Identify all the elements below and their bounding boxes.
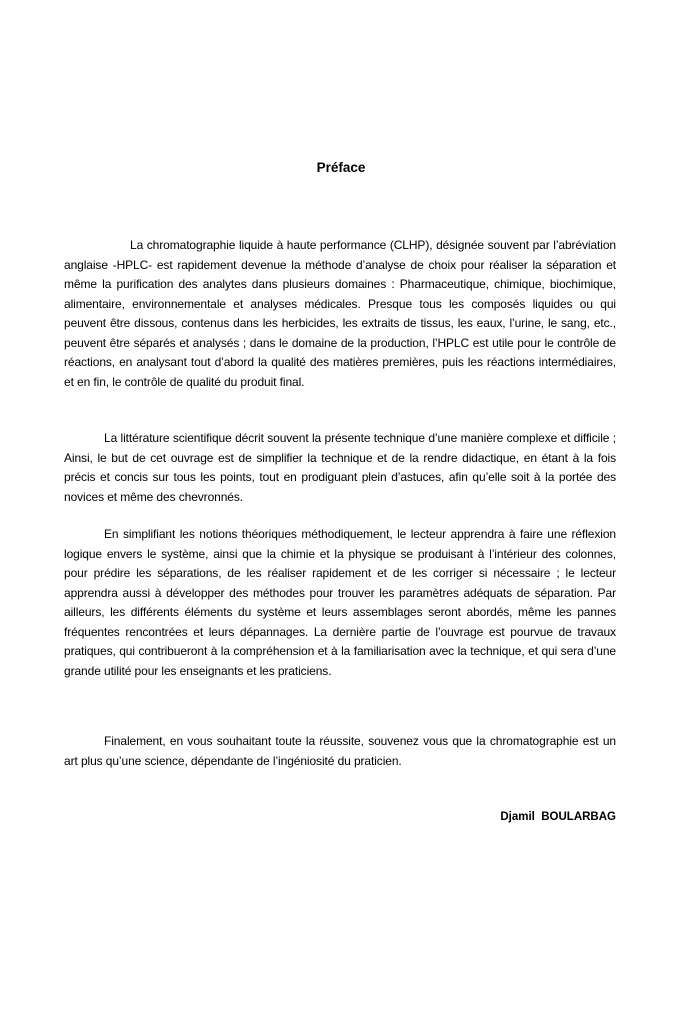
author-signature: Djamil BOULARBAG (500, 811, 616, 823)
paragraph-purpose: La littérature scientifique décrit souvent la présente technique d’une manière complexe et difficile ; Ainsi, le but de cet ouvrage est de simplifier la technique et de la rendre didactique, en étant à la fois précis et concis sur tous les points, tout en prodiguant plein d’astuces, afin qu’elle soit à la portée des novices et même des chevronnés. (64, 431, 616, 504)
paragraph-conclusion: Finalement, en vous souhaitant toute la réussite, souvenez vous que la chromatographie est un art plus qu’une science, dépendante de l’ingéniosité du praticien. (64, 734, 616, 768)
paragraph-content: En simplifiant les notions théoriques méthodiquement, le lecteur apprendra à faire une réflexion logique envers le système, ainsi que la chimie et la physique se produisant à l’intérieur des colonnes, pour prédire les séparations, de les réaliser rapidement et de les corriger si nécessaire ; le lecteur apprendra aussi à développer des méthodes pour trouver les paramètres adéquats de séparation. Par ailleurs, les différents éléments du système et leurs assemblages seront abordés, même les pannes fréquentes rencontrées et leurs dépannages. La dernière partie de l’ouvrage est pourvue de travaux pratiques, qui contribueront à la compréhension et à la familiarisation avec la technique, et qui sera d’une grande utilité pour les enseignants et les praticiens. (64, 527, 616, 678)
page-title: Préface (316, 160, 366, 175)
paragraph-intro: La chromatographie liquide à haute performance (CLHP), désignée souvent par l’abréviation anglaise -HPLC- est rapidement devenue la méthode d’analyse de choix pour réaliser la séparation et même la purification des analytes dans plusieurs domaines : Pharmaceutique, chimique, biochimique, alimentaire, environnementale et analyses médicales. Presque tous les composés liquides ou qui peuvent être dissous, contenus dans les herbicides, les extraits de tissus, les eaux, l’urine, le sang, etc., peuvent être séparés et analysés ; dans le domaine de la production, l’HPLC est utile pour le contrôle de réactions, en analysant tout d’abord la qualité des matières premières, puis les réactions intermédiaires, et en fin, le contrôle de qualité du produit final. (64, 238, 616, 389)
